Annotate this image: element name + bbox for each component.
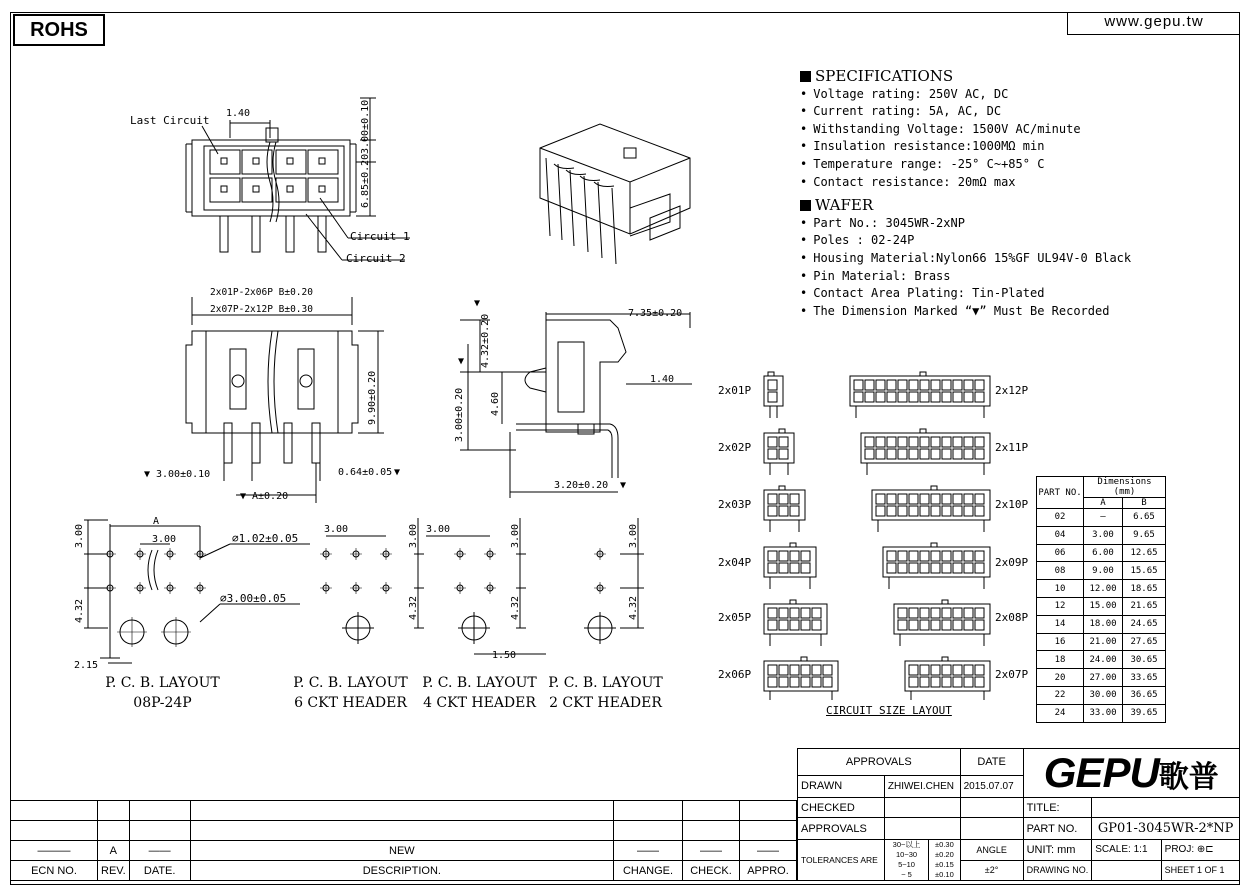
circuit-label-right: 2x11P <box>995 441 1029 454</box>
side-dim-b: 3.00±0.20 <box>454 387 465 442</box>
dimensions-table <box>1036 476 1166 723</box>
side-dim-c: 4.60 <box>490 391 501 416</box>
spec-item: • Voltage rating: 250V AC, DC <box>800 86 1220 104</box>
date-header: DATE. <box>129 861 190 881</box>
circuit1-label: Circuit 1 <box>350 230 410 243</box>
description-header: DESCRIPTION. <box>190 861 613 881</box>
proj-text: PROJ: <box>1164 844 1195 856</box>
row-a: 30.00 <box>1084 686 1123 704</box>
dimensions-row <box>1037 669 1166 687</box>
pcb-hole2-dim: ⌀3.00±0.05 <box>220 592 287 605</box>
row-a: 24.00 <box>1084 651 1123 669</box>
tol-range: 5~10 <box>898 860 915 869</box>
front-pin-dim: 0.64±0.05 <box>338 467 393 478</box>
connector-left <box>764 486 805 532</box>
side-dim-d: 1.40 <box>650 374 675 385</box>
col-a: A <box>1084 498 1123 509</box>
connector-right <box>861 429 990 475</box>
isometric-view-drawing <box>530 118 700 268</box>
triangle-icon: ▼ <box>240 491 247 502</box>
proj-label <box>1161 840 1239 861</box>
pcb-caption-08p <box>100 673 225 713</box>
triangle-icon: ▼ <box>144 469 151 480</box>
pcb6-300-v: 3.00 <box>408 523 419 548</box>
connector-right <box>905 657 990 700</box>
row-a: 6.00 <box>1084 544 1123 562</box>
pcb2-432-v: 4.32 <box>628 595 639 620</box>
dimensions-row <box>1037 526 1166 544</box>
title-block <box>797 748 1240 881</box>
dimensions-row <box>1037 651 1166 669</box>
dimensions-row <box>1037 686 1166 704</box>
specifications-block <box>800 68 1220 320</box>
front-height-dim: 9.90±0.20 <box>367 370 378 425</box>
row-b: 15.65 <box>1123 562 1166 580</box>
row-a: 33.00 <box>1084 704 1123 722</box>
row-part-no: 20 <box>1037 669 1084 687</box>
row-b: 12.65 <box>1123 544 1166 562</box>
side-view-drawing <box>450 292 700 502</box>
circuit-label-right: 2x09P <box>995 556 1029 569</box>
connector-right <box>872 486 990 532</box>
pcb-a-dim: A <box>153 516 160 527</box>
pcb-caption-4ckt <box>417 673 542 713</box>
row-part-no: 12 <box>1037 597 1084 615</box>
col-b: B <box>1123 498 1166 509</box>
dimensions-row <box>1037 509 1166 527</box>
pcb6-432-v: 4.32 <box>408 595 419 620</box>
circuit-label-left: 2x04P <box>718 556 752 569</box>
spec-item: • Current rating: 5A, AC, DC <box>800 103 1220 121</box>
side-dim-a: 4.32±0.20 <box>480 313 491 368</box>
row-part-no: 18 <box>1037 651 1084 669</box>
spec-item: • Contact resistance: 20mΩ max <box>800 174 1220 192</box>
tolerances-label: TOLERANCES ARE <box>798 840 885 881</box>
row-b: 24.65 <box>1123 615 1166 633</box>
col-dimensions: Dimensions (mm) <box>1084 477 1166 498</box>
pcb4-pitch-dim: 3.00 <box>426 524 451 535</box>
square-bullet-icon <box>800 200 811 211</box>
wafer-item: • Poles : 02-24P <box>800 232 1220 250</box>
tol-value: ±0.15 <box>935 860 954 869</box>
rohs-badge: ROHS <box>13 14 105 46</box>
connector-left <box>764 372 783 418</box>
triangle-icon: ▼ <box>474 298 481 309</box>
scale-label <box>1092 840 1161 861</box>
pcb-caption-line1: P. C. B. LAYOUT <box>293 675 408 691</box>
connector-right <box>883 543 990 589</box>
row-part-no: 16 <box>1037 633 1084 651</box>
row-part-no: 02 <box>1037 509 1084 527</box>
dimensions-row <box>1037 580 1166 598</box>
drawn-label: DRAWN <box>798 775 885 797</box>
connector-right <box>894 600 990 646</box>
pcb-caption-line1: P. C. B. LAYOUT <box>105 675 220 691</box>
spec-item: • Withstanding Voltage: 1500V AC/minute <box>800 121 1220 139</box>
pcb-300-v: 3.00 <box>74 523 85 548</box>
scale-label-text: SCALE: <box>1095 844 1131 856</box>
drawn-by: ZHIWEI.CHEN <box>884 775 960 797</box>
row-a: 27.00 <box>1084 669 1123 687</box>
wafer-title: WAFER <box>815 196 874 215</box>
sheet-label: SHEET 1 OF 1 <box>1161 860 1239 881</box>
gepu-logo: GEPU <box>1043 749 1159 796</box>
tol-value: ±0.30 <box>935 840 954 849</box>
triangle-icon: ▼ <box>458 356 465 367</box>
top-dim-v2: 6.85±0.20 <box>360 153 371 208</box>
connector-right <box>850 372 990 418</box>
front-note-2: 2x07P-2x12P B±0.30 <box>210 304 313 315</box>
row-b: 6.65 <box>1123 509 1166 527</box>
gepu-logo-cn: 歌普 <box>1158 760 1219 795</box>
row-b: 21.65 <box>1123 597 1166 615</box>
row-b: 9.65 <box>1123 526 1166 544</box>
side-top-dim: 7.35±0.20 <box>628 308 683 319</box>
front-view-drawing <box>140 285 400 510</box>
unit-label: UNIT: mm <box>1023 840 1092 861</box>
checked-label: CHECKED <box>798 798 885 818</box>
top-dim-v1: 3.00±0.10 <box>360 99 371 154</box>
drawing-no-label: DRAWING NO. <box>1023 860 1092 881</box>
approvals-header: APPROVALS <box>798 749 961 776</box>
circuit-size-layout <box>718 370 1038 720</box>
connector-left <box>764 600 827 646</box>
connector-left <box>764 429 794 475</box>
tol-range: ~ 5 <box>901 870 912 879</box>
row-a: 9.00 <box>1084 562 1123 580</box>
pcb-caption-2ckt <box>543 673 668 713</box>
wafer-item: • Part No.: 3045WR-2xNP <box>800 215 1220 233</box>
wafer-item: • Contact Area Plating: Tin-Plated <box>800 285 1220 303</box>
connector-left <box>764 657 838 700</box>
pcb2-300-v: 3.00 <box>628 523 639 548</box>
row-b: 30.65 <box>1123 651 1166 669</box>
row-b: 18.65 <box>1123 580 1166 598</box>
dimensions-row <box>1037 544 1166 562</box>
dimensions-row <box>1037 562 1166 580</box>
wafer-item: • Pin Material: Brass <box>800 268 1220 286</box>
title-label: TITLE: <box>1023 798 1092 818</box>
circuit-label-right: 2x10P <box>995 498 1029 511</box>
pcb-caption-line1: P. C. B. LAYOUT <box>548 675 663 691</box>
ecn-header: ECN NO. <box>11 861 98 881</box>
pcb-caption-line2: 2 CKT HEADER <box>549 695 662 711</box>
pcb-caption-line1: P. C. B. LAYOUT <box>422 675 537 691</box>
pcb-pitch-dim: 3.00 <box>152 534 177 545</box>
row-part-no: 22 <box>1037 686 1084 704</box>
triangle-icon: ▼ <box>393 467 400 478</box>
circuit-label-left: 2x01P <box>718 384 752 397</box>
rev-header: REV. <box>98 861 130 881</box>
pcb-layouts-drawing <box>60 508 680 668</box>
website-url: www.gepu.tw <box>1067 12 1240 35</box>
tol-value: ±0.10 <box>935 870 954 879</box>
front-note-1: 2x01P-2x06P B±0.20 <box>210 287 313 298</box>
connector-left <box>764 543 816 589</box>
pcb-caption-line2: 6 CKT HEADER <box>294 695 407 711</box>
specifications-title: SPECIFICATIONS <box>815 67 954 85</box>
row-part-no: 04 <box>1037 526 1084 544</box>
approvals-label: APPROVALS <box>798 818 885 840</box>
part-no-label: PART NO. <box>1023 818 1092 840</box>
row-part-no: 10 <box>1037 580 1084 598</box>
pcb-215-dim: 2.15 <box>74 660 99 668</box>
spec-item: • Insulation resistance:1000MΩ min <box>800 138 1220 156</box>
triangle-icon: ▼ <box>620 480 627 491</box>
pcb-caption-line2: 4 CKT HEADER <box>423 695 536 711</box>
drawn-date: 2015.07.07 <box>960 775 1023 797</box>
circuit2-label: Circuit 2 <box>346 252 406 265</box>
row-b: 39.65 <box>1123 704 1166 722</box>
row-part-no: 08 <box>1037 562 1084 580</box>
rev-value: A <box>98 841 130 861</box>
wafer-item: • The Dimension Marked “▼” Must Be Recorded <box>800 303 1220 321</box>
change-header: CHANGE. <box>614 861 683 881</box>
front-a-dim: A±0.20 <box>252 491 289 502</box>
circuit-label-right: 2x07P <box>995 668 1029 681</box>
dimensions-row <box>1037 597 1166 615</box>
top-view-drawing <box>120 90 420 270</box>
row-a: 21.00 <box>1084 633 1123 651</box>
row-a: 12.00 <box>1084 580 1123 598</box>
rev-description: NEW <box>190 841 613 861</box>
pcb4-300-v: 3.00 <box>510 523 521 548</box>
circuit-label-right: 2x08P <box>995 611 1029 624</box>
pcb4-150-dim: 1.50 <box>492 650 517 661</box>
tol-range: 30~以上 <box>892 840 921 849</box>
brand-logo <box>1023 749 1239 798</box>
pcb-432-v: 4.32 <box>74 598 85 623</box>
projection-icon: ⊕⊏ <box>1196 844 1214 856</box>
circuit-layout-caption: CIRCUIT SIZE LAYOUT <box>826 704 952 717</box>
row-a: — <box>1084 509 1123 527</box>
square-bullet-icon <box>800 71 811 82</box>
last-circuit-label: Last Circuit <box>130 114 210 127</box>
pcb-caption-line2: 08P-24P <box>133 695 192 711</box>
row-a: 18.00 <box>1084 615 1123 633</box>
tol-range: 10~30 <box>896 850 918 859</box>
dimensions-row <box>1037 615 1166 633</box>
wafer-item: • Housing Material:Nylon66 15%GF UL94V-0 Black <box>800 250 1220 268</box>
angle-label: ANGLE <box>960 840 1023 861</box>
pcb-caption-6ckt <box>288 673 413 713</box>
row-a: 15.00 <box>1084 597 1123 615</box>
angle-value: ±2° <box>960 860 1023 881</box>
row-a: 3.00 <box>1084 526 1123 544</box>
row-b: 36.65 <box>1123 686 1166 704</box>
circuit-label-left: 2x03P <box>718 498 752 511</box>
row-part-no: 24 <box>1037 704 1084 722</box>
part-number: GP01-3045WR-2*NP <box>1092 818 1240 840</box>
circuit-label-left: 2x06P <box>718 668 752 681</box>
front-pitch-dim: 3.00±0.10 <box>156 469 211 480</box>
dimensions-row <box>1037 704 1166 722</box>
pcb6-pitch-dim: 3.00 <box>324 524 349 535</box>
circuit-label-left: 2x05P <box>718 611 752 624</box>
pcb4-432-v: 4.32 <box>510 595 521 620</box>
circuit-label-left: 2x02P <box>718 441 752 454</box>
check-header: CHECK. <box>683 861 740 881</box>
appro-header: APPRO. <box>740 861 797 881</box>
row-part-no: 14 <box>1037 615 1084 633</box>
side-dim-e: 3.20±0.20 <box>554 480 609 491</box>
col-part-no: PART NO. <box>1037 477 1084 509</box>
top-pitch-dim: 1.40 <box>226 108 251 119</box>
row-part-no: 06 <box>1037 544 1084 562</box>
date-header: DATE <box>960 749 1023 776</box>
circuit-label-right: 2x12P <box>995 384 1029 397</box>
circuit-layout-drawing <box>718 370 1038 700</box>
scale-value: 1:1 <box>1133 844 1148 856</box>
pcb-hole1-dim: ⌀1.02±0.05 <box>232 532 299 545</box>
spec-item: • Temperature range: -25° C~+85° C <box>800 156 1220 174</box>
revision-block: ——— A —— NEW —— —— —— ECN NO. REV. DATE. DESCRIPTION. CHANGE. CHECK. APPRO. <box>10 800 797 881</box>
row-b: 33.65 <box>1123 669 1166 687</box>
tol-value: ±0.20 <box>935 850 954 859</box>
row-b: 27.65 <box>1123 633 1166 651</box>
dimensions-row <box>1037 633 1166 651</box>
